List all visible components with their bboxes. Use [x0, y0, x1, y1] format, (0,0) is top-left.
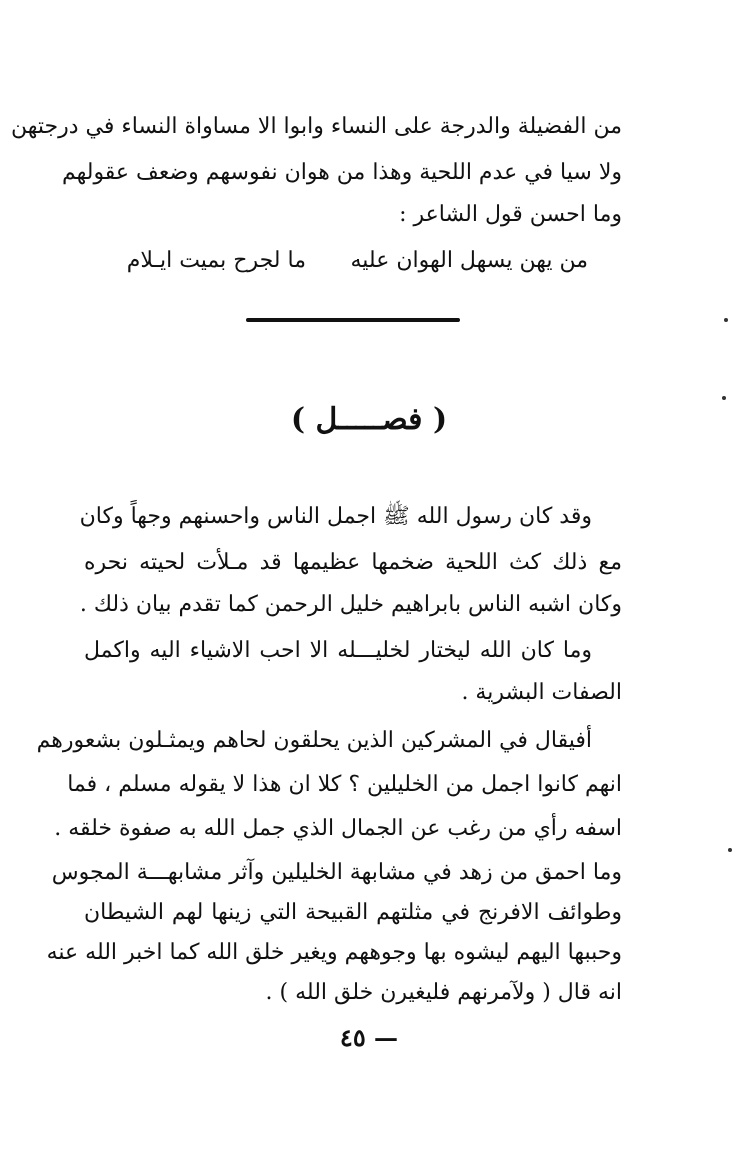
paragraph-2-line-3: وكان اشبه الناس بابراهيم خليل الرحمن كما تقدم بيان ذلك .: [79, 592, 622, 617]
paragraph-4-line-5: وطوائف الافرنج في مثلتهم القبيحة التي زينها لهم الشيطان: [84, 900, 622, 925]
paragraph-4-line-3: اسفه رأي من رغب عن الجمال الذي جمل الله به صفوة خلقه .: [54, 816, 622, 841]
paragraph-4-line-2: انهم كانوا اجمل من الخليلين ؟ كلا ان هذا لا يقوله مسلم ، فما: [67, 772, 622, 797]
verse-first-hemistich: من يهن يسهل الهوان عليه: [350, 248, 588, 273]
paragraph-2-line-2: مع ذلك كث اللحية ضخمها عظيمها قد مـلأت لحيته نحره: [84, 550, 622, 575]
paragraph-4-line-7: انه قال ( ولآمرنهم فليغيرن خلق الله ) .: [265, 980, 622, 1005]
page-number: — ٤٥: [339, 1023, 399, 1052]
paragraph-4-line-1: أفيقال في المشركين الذين يحلقون لحاهم ويمثـلون بشعورهم: [36, 728, 592, 753]
margin-speck: [724, 318, 728, 322]
section-divider: [246, 318, 460, 322]
paragraph-4-line-4: وما احمق من زهد في مشابهة الخليلين وآثر مشابهـــة المجوس: [51, 860, 622, 885]
margin-speck: [722, 396, 726, 400]
paragraph-1-line-2: ولا سيا في عدم اللحية وهذا من هوان نفوسهم وضعف عقولهم: [61, 160, 622, 185]
paragraph-1-line-3: وما احسن قول الشاعر :: [399, 202, 622, 227]
paragraph-3-line-2: الصفات البشرية .: [461, 680, 622, 705]
section-heading: ( فصـــــل ): [290, 402, 448, 437]
verse-second-hemistich: ما لجرح بميت ايـلام: [126, 248, 306, 273]
paragraph-2-line-1: وقد كان رسول الله ﷺ اجمل الناس واحسنهم وجهاً وكان: [79, 504, 592, 529]
paragraph-4-line-6: وحببها اليهم ليشوه بها وجوههم ويغير خلق الله كما اخبر الله عنه: [46, 940, 622, 965]
paragraph-1-line-1: من الفضيلة والدرجة على النساء وابوا الا مساواة النساء في درجتهن: [11, 114, 622, 139]
paragraph-3-line-1: وما كان الله ليختار لخليـــله الا احب الاشياء اليه واكمل: [84, 638, 592, 663]
margin-speck: [728, 848, 732, 852]
